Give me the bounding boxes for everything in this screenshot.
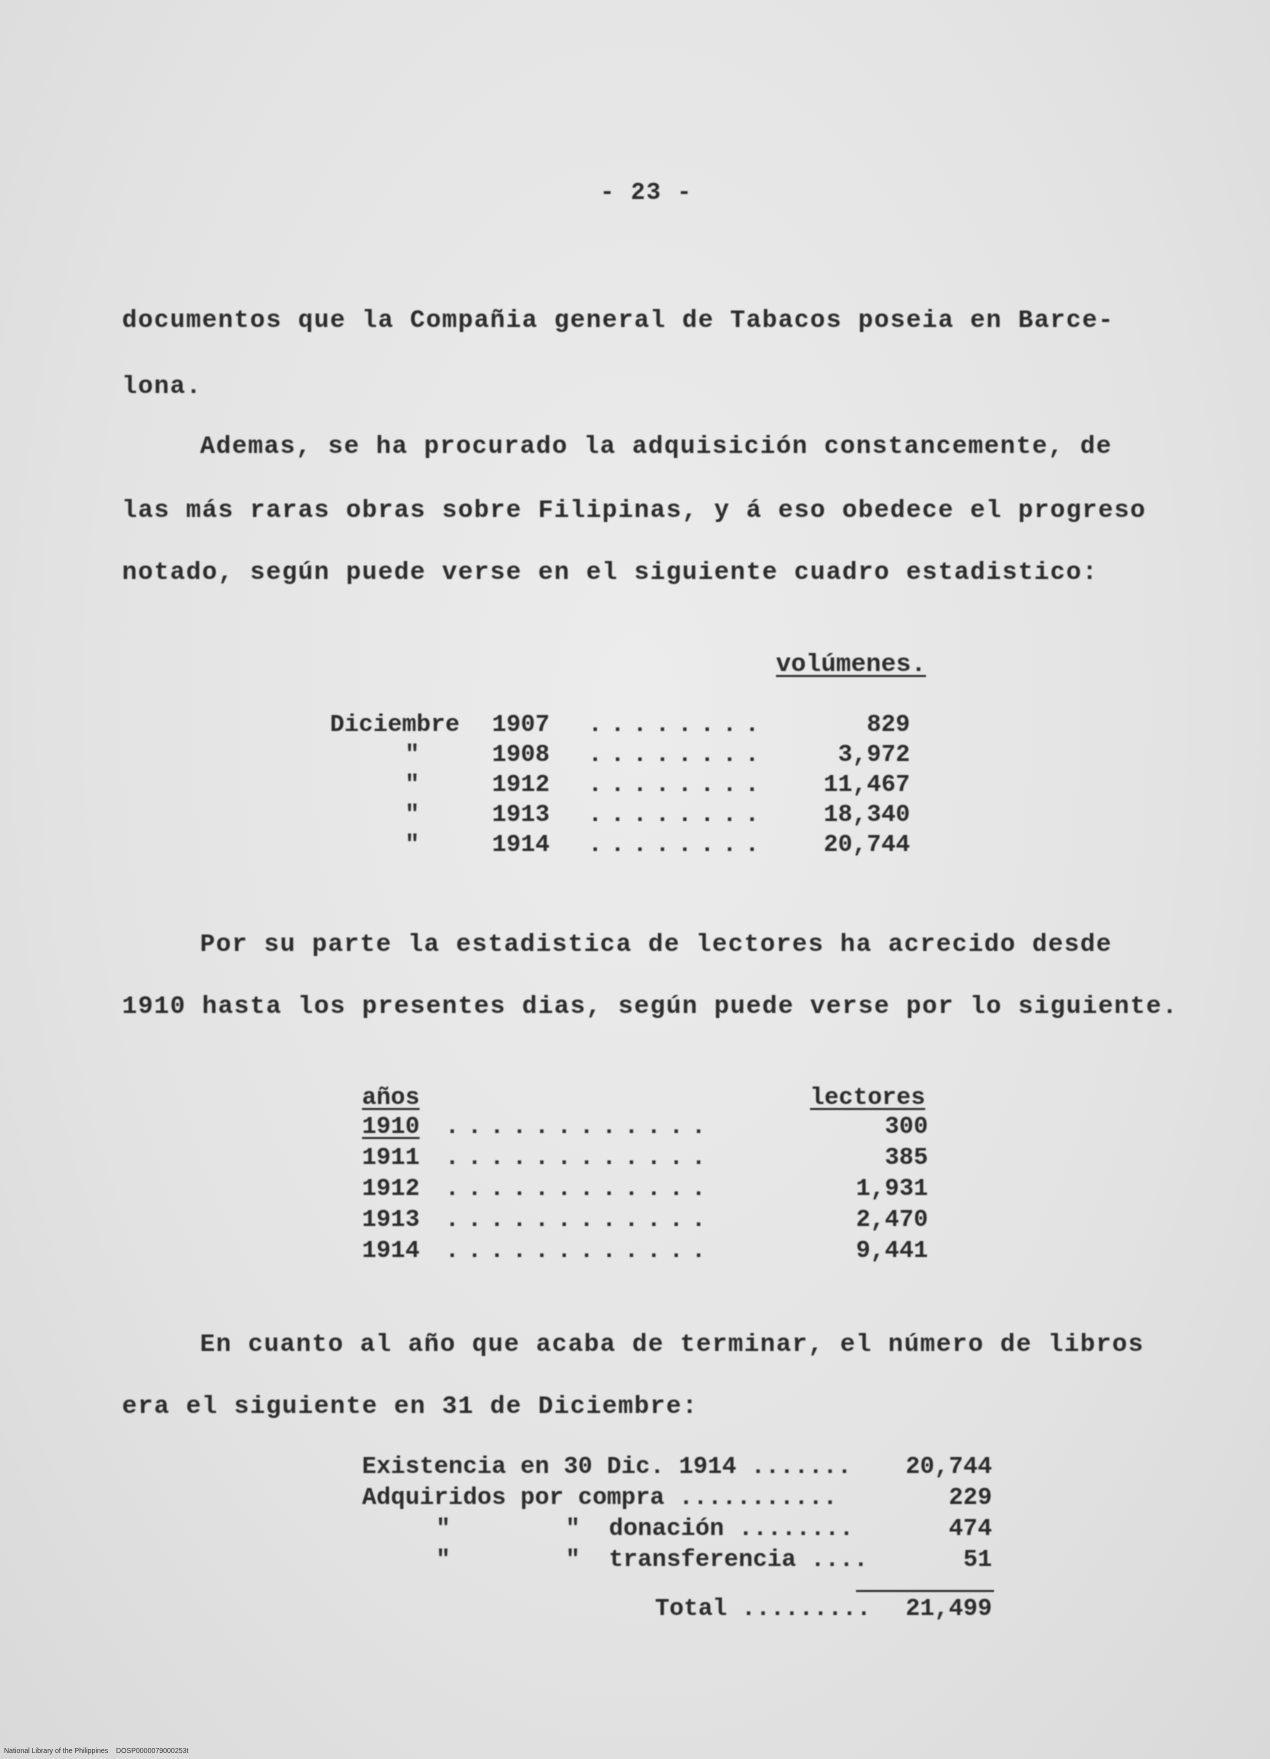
readers-row-value: 300	[884, 1114, 928, 1141]
summary-row-label: " " donación ........	[436, 1516, 854, 1543]
volumes-header: volúmenes.	[776, 650, 927, 679]
paragraph-2-line-3: notado, según puede verse en el siguiente cuadro estadistico:	[122, 558, 1099, 587]
volumes-row-label: "	[405, 832, 420, 859]
paragraph-4-line-1: En cuanto al año que acaba de terminar, el número de libros	[200, 1330, 1145, 1359]
readers-row-year: 1913	[362, 1207, 420, 1234]
volumes-row-value: 829	[866, 712, 910, 739]
readers-row-dots: ............	[445, 1238, 714, 1265]
volumes-row-value: 11,467	[823, 772, 910, 799]
volumes-row-label: "	[405, 742, 420, 769]
readers-row-dots: ............	[445, 1145, 714, 1172]
volumes-row-value: 18,340	[823, 802, 910, 829]
volumes-row-year: 1907	[492, 712, 550, 739]
archive-footer: National Library of the Philippines DOSP0000079000253t	[4, 1748, 189, 1755]
readers-header-readers: lectores	[810, 1085, 926, 1112]
summary-row-value: 51	[963, 1547, 992, 1574]
volumes-row-year: 1913	[492, 802, 550, 829]
readers-row-year: 1911	[362, 1145, 420, 1172]
volumes-row-value: 20,744	[823, 832, 910, 859]
readers-row-dots: ............	[445, 1176, 714, 1203]
readers-row-year: 1914	[362, 1238, 420, 1265]
volumes-row-dots: ........	[588, 772, 768, 799]
readers-row-value: 385	[884, 1145, 928, 1172]
paragraph-1-line-1: documentos que la Compañia general de Tabacos poseia en Barce-	[122, 306, 1115, 335]
volumes-row-year: 1914	[492, 832, 550, 859]
paragraph-2-line-1: Ademas, se ha procurado la adquisición constancemente, de	[200, 432, 1113, 461]
paragraph-3-line-2: 1910 hasta los presentes dias, según puede verse por lo siguiente.	[122, 992, 1179, 1021]
volumes-row-value: 3,972	[837, 742, 910, 769]
summary-row-value: 20,744	[905, 1454, 992, 1481]
readers-row-year: 1910	[362, 1114, 420, 1141]
summary-row-label: Adquiridos por compra ...........	[362, 1485, 838, 1512]
readers-header-years: años	[362, 1085, 420, 1112]
readers-row-dots: ............	[445, 1207, 714, 1234]
readers-row-year: 1912	[362, 1176, 420, 1203]
summary-row-value: 474	[948, 1516, 992, 1543]
total-label: Total .........	[655, 1596, 872, 1623]
volumes-row-year: 1908	[492, 742, 550, 769]
volumes-row-label: Diciembre	[330, 712, 460, 739]
summary-row-label: Existencia en 30 Dic. 1914 .......	[362, 1454, 852, 1481]
volumes-row-dots: ........	[588, 742, 768, 769]
readers-row-value: 2,470	[855, 1207, 928, 1234]
paragraph-2-line-2: las más raras obras sobre Filipinas, y á eso obedece el progreso	[122, 496, 1147, 525]
readers-row-value: 9,441	[855, 1238, 928, 1265]
volumes-row-dots: ........	[588, 802, 768, 829]
volumes-row-label: "	[405, 802, 420, 829]
sum-rule	[856, 1590, 994, 1592]
total-value: 21,499	[905, 1596, 992, 1623]
readers-row-dots: ............	[445, 1114, 714, 1141]
paragraph-1-line-2: lona.	[122, 372, 203, 401]
volumes-row-year: 1912	[492, 772, 550, 799]
readers-row-value: 1,931	[855, 1176, 928, 1203]
paragraph-3-line-1: Por su parte la estadistica de lectores ha acrecido desde	[200, 930, 1113, 959]
summary-row-value: 229	[948, 1485, 992, 1512]
page-number: - 23 -	[600, 180, 693, 207]
summary-row-label: " " transferencia ....	[436, 1547, 869, 1574]
paragraph-4-line-2: era el siguiente en 31 de Diciembre:	[122, 1392, 699, 1421]
volumes-row-label: "	[405, 772, 420, 799]
volumes-row-dots: ........	[588, 832, 768, 859]
volumes-row-dots: ........	[588, 712, 768, 739]
